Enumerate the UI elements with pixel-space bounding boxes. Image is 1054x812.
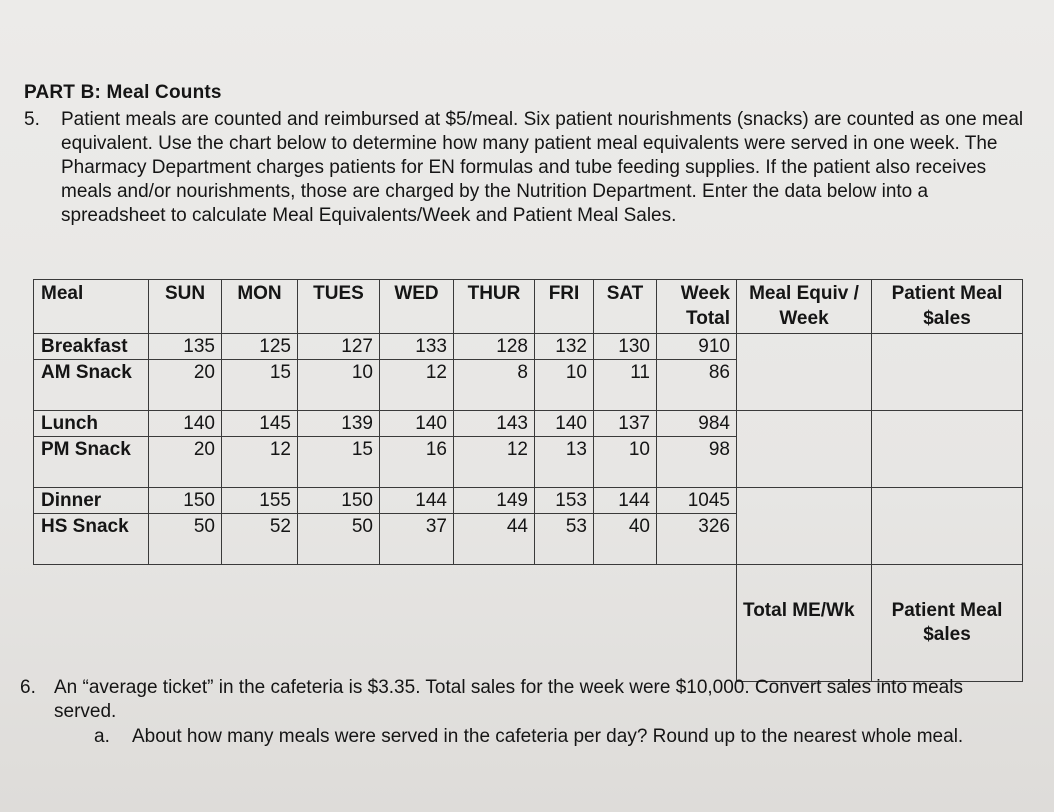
question-6-number: 6. bbox=[20, 677, 36, 698]
cell-sun: 140 bbox=[149, 411, 222, 437]
cell-thur: 44 bbox=[454, 514, 535, 565]
cell-wed: 12 bbox=[380, 360, 454, 411]
header-mon: MON bbox=[222, 280, 298, 334]
cell-thur: 128 bbox=[454, 334, 535, 360]
header-wed: WED bbox=[380, 280, 454, 334]
row-label: PM Snack bbox=[34, 437, 149, 488]
total-me-wk-cell[interactable]: Total ME/Wk bbox=[737, 565, 872, 682]
header-thur: THUR bbox=[454, 280, 535, 334]
cell-sun: 20 bbox=[149, 360, 222, 411]
cell-mon: 125 bbox=[222, 334, 298, 360]
cell-thur: 143 bbox=[454, 411, 535, 437]
cell-tues: 150 bbox=[298, 488, 380, 514]
total-patient-sales-cell[interactable]: Patient Meal $ales bbox=[872, 565, 1023, 682]
cell-week-total: 910 bbox=[657, 334, 737, 360]
cell-sat: 10 bbox=[594, 437, 657, 488]
cell-tues: 127 bbox=[298, 334, 380, 360]
question-6a-number: a. bbox=[94, 726, 110, 747]
cell-week-total: 326 bbox=[657, 514, 737, 565]
table-row-lunch bbox=[34, 411, 1023, 437]
cell-meal-equiv-dinner[interactable] bbox=[737, 488, 872, 565]
header-fri: FRI bbox=[535, 280, 594, 334]
cell-tues: 15 bbox=[298, 437, 380, 488]
cell-fri: 140 bbox=[535, 411, 594, 437]
cell-wed: 16 bbox=[380, 437, 454, 488]
row-label: AM Snack bbox=[34, 360, 149, 411]
cell-week-total: 1045 bbox=[657, 488, 737, 514]
cell-tues: 139 bbox=[298, 411, 380, 437]
cell-sun: 135 bbox=[149, 334, 222, 360]
cell-patient-sales-lunch[interactable] bbox=[872, 411, 1023, 488]
cell-week-total: 98 bbox=[657, 437, 737, 488]
header-meal-equiv: Meal Equiv / Week bbox=[737, 280, 872, 334]
question-5-number: 5. bbox=[24, 109, 40, 130]
question-6a-text: About how many meals were served in the cafeteria per day? Round up to the nearest whole meal. bbox=[132, 726, 964, 747]
cell-mon: 52 bbox=[222, 514, 298, 565]
header-sun: SUN bbox=[149, 280, 222, 334]
totals-spacer bbox=[34, 565, 737, 682]
cell-wed: 144 bbox=[380, 488, 454, 514]
row-label: Lunch bbox=[34, 411, 149, 437]
cell-fri: 10 bbox=[535, 360, 594, 411]
cell-mon: 145 bbox=[222, 411, 298, 437]
cell-mon: 155 bbox=[222, 488, 298, 514]
cell-week-total: 86 bbox=[657, 360, 737, 411]
cell-fri: 132 bbox=[535, 334, 594, 360]
cell-meal-equiv-breakfast[interactable] bbox=[737, 334, 872, 411]
cell-tues: 50 bbox=[298, 514, 380, 565]
row-label: HS Snack bbox=[34, 514, 149, 565]
cell-wed: 133 bbox=[380, 334, 454, 360]
cell-week-total: 984 bbox=[657, 411, 737, 437]
header-sat: SAT bbox=[594, 280, 657, 334]
cell-sat: 137 bbox=[594, 411, 657, 437]
question-6-text: An “average ticket” in the cafeteria is $3.35. Total sales for the week were $10,000. Convert sales into meals served. bbox=[54, 677, 963, 722]
cell-fri: 153 bbox=[535, 488, 594, 514]
row-label: Dinner bbox=[34, 488, 149, 514]
question-5-text: Patient meals are counted and reimbursed at $5/meal. Six patient nourishments (snacks) are counted as one meal equivalent. Use the chart below to determine how many patient meal equivalents were served in one week. The Pharmacy Department charges patients for EN formulas and tube feeding supplies. If the patient also receives meals and/or nourishments, those are charged by the Nutrition Department. Enter the data below into a spreadsheet to calculate Meal Equivalents/Week and Patient Meal Sales. bbox=[61, 109, 1024, 226]
table-header-row bbox=[34, 280, 1023, 334]
cell-sun: 50 bbox=[149, 514, 222, 565]
row-label: Breakfast bbox=[34, 334, 149, 360]
header-meal: Meal bbox=[34, 280, 149, 334]
cell-mon: 15 bbox=[222, 360, 298, 411]
table-totals-row bbox=[34, 565, 1023, 682]
cell-thur: 8 bbox=[454, 360, 535, 411]
cell-sun: 150 bbox=[149, 488, 222, 514]
part-title: PART B: Meal Counts bbox=[24, 82, 222, 103]
cell-sat: 40 bbox=[594, 514, 657, 565]
header-week-total: Week Total bbox=[657, 280, 737, 334]
cell-mon: 12 bbox=[222, 437, 298, 488]
cell-patient-sales-breakfast[interactable] bbox=[872, 334, 1023, 411]
cell-sat: 11 bbox=[594, 360, 657, 411]
cell-wed: 37 bbox=[380, 514, 454, 565]
table-row-breakfast bbox=[34, 334, 1023, 360]
cell-sat: 144 bbox=[594, 488, 657, 514]
cell-tues: 10 bbox=[298, 360, 380, 411]
cell-meal-equiv-lunch[interactable] bbox=[737, 411, 872, 488]
cell-thur: 149 bbox=[454, 488, 535, 514]
cell-wed: 140 bbox=[380, 411, 454, 437]
cell-fri: 13 bbox=[535, 437, 594, 488]
header-tues: TUES bbox=[298, 280, 380, 334]
cell-patient-sales-dinner[interactable] bbox=[872, 488, 1023, 565]
cell-sun: 20 bbox=[149, 437, 222, 488]
cell-thur: 12 bbox=[454, 437, 535, 488]
header-patient-sales: Patient Meal $ales bbox=[872, 280, 1023, 334]
table-row-dinner bbox=[34, 488, 1023, 514]
cell-sat: 130 bbox=[594, 334, 657, 360]
cell-fri: 53 bbox=[535, 514, 594, 565]
meal-count-table bbox=[33, 279, 1023, 682]
